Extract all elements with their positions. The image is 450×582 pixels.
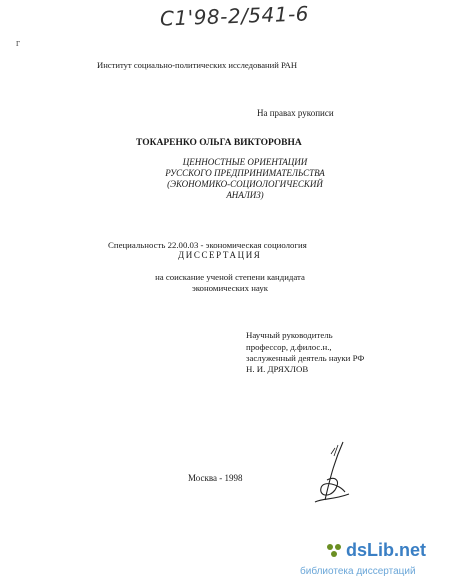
supervisor-label: Научный руководитель — [246, 330, 333, 340]
title-line: РУССКОГО ПРЕДПРИНИМАТЕЛЬСТВА — [165, 168, 325, 178]
specialty: Специальность 22.00.03 - экономическая социология — [108, 240, 307, 250]
supervisor-name: Н. И. ДРЯХЛОВ — [246, 364, 309, 374]
degree-line: на соискание ученой степени кандидата — [155, 272, 305, 282]
supervisor-honor: заслуженный деятель науки РФ — [246, 353, 365, 363]
institute-name: Институт социально-политических исследований РАН — [97, 60, 298, 70]
brand-tagline: библиотека диссертаций — [300, 566, 416, 577]
rights-note: На правах рукописи — [257, 108, 334, 118]
title-line: ЦЕННОСТНЫЕ ОРИЕНТАЦИИ — [182, 157, 308, 167]
brand-text: dsLib.net — [346, 540, 426, 560]
handwritten-signature — [305, 440, 360, 510]
title-line: (ЭКОНОМИКО-СОЦИОЛОГИЧЕСКИЙ АНАЛИЗ) — [167, 179, 323, 200]
dslib-logo-icon — [327, 544, 341, 557]
dissertation-title — [150, 157, 340, 201]
dslib-watermark — [0, 532, 450, 582]
city-year: Москва - 1998 — [188, 473, 243, 483]
corner-mark: г — [16, 38, 21, 49]
supervisor-title: профессор, д.филос.н., — [246, 342, 332, 352]
degree-line: экономических наук — [191, 283, 269, 293]
archive-stamp: С1'98-2/541-6 — [159, 1, 310, 31]
author-name: ТОКАРЕНКО ОЛЬГА ВИКТОРОВНА — [136, 138, 302, 148]
degree-info — [150, 272, 310, 294]
dissertation-label: ДИССЕРТАЦИЯ — [178, 250, 262, 260]
